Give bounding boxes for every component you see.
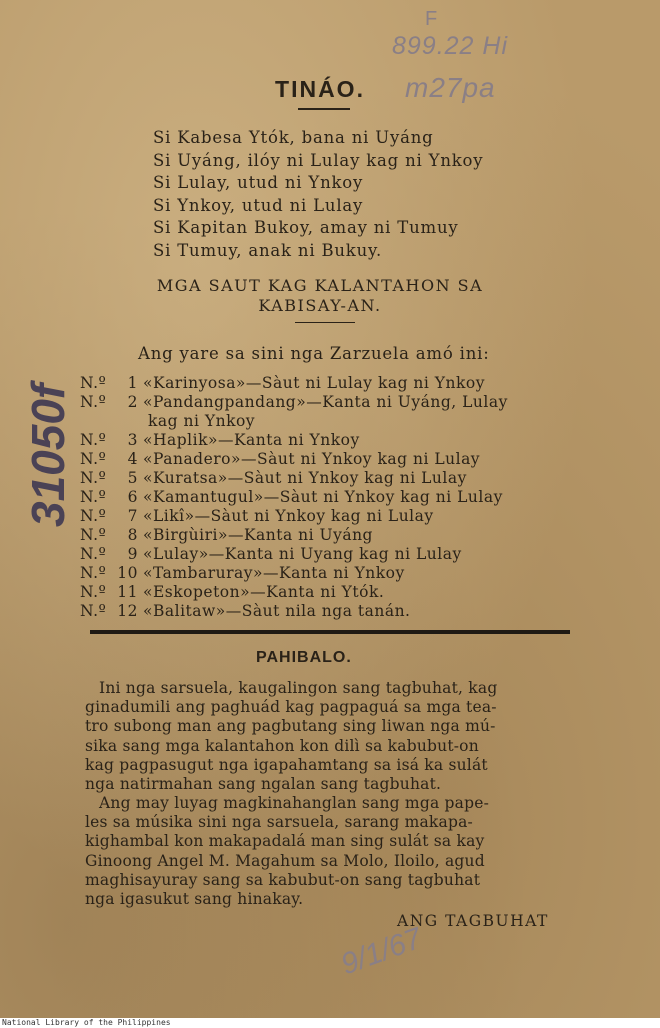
cast-item: Si Lulay, utud ni Ynkoy xyxy=(153,173,364,192)
number-text-continuation: kag ni Ynkoy xyxy=(148,412,256,430)
number-text: «Lulay»—Kanta ni Uyang kag ni Lulay xyxy=(143,545,462,563)
number-label: N.º xyxy=(80,374,107,392)
paragraph-line: kighambal kon makapadalá man sing sulát sa kay xyxy=(85,832,485,851)
number-index: 7 xyxy=(127,507,138,525)
number-text: «Birgùiri»—Kanta ni Uyáng xyxy=(143,526,373,544)
section-heading-line: KABISAY-AN. xyxy=(258,296,382,315)
number-index: 3 xyxy=(127,431,138,449)
paragraph-line: maghisayuray sang sa kabubut-on sang tagbuhat xyxy=(85,870,481,889)
list-item xyxy=(80,602,508,621)
number-text: «Likî»—Sàut ni Ynkoy kag ni Lulay xyxy=(143,507,434,525)
number-index: 11 xyxy=(117,583,138,601)
number-label: N.º xyxy=(80,393,107,411)
cast-item: Si Kabesa Ytók, bana ni Uyáng xyxy=(153,128,434,147)
paragraph-line: Ini nga sarsuela, kaugalingon sang tagbuhat, kag xyxy=(99,679,498,697)
intro-line: Ang yare sa sini nga Zarzuela amó ini: xyxy=(138,344,490,363)
signature: ANG TAGBUHAT xyxy=(397,912,549,930)
list-item xyxy=(80,526,508,545)
section-underline xyxy=(295,322,355,323)
cast-item: Si Uyáng, ilóy ni Lulay kag ni Ynkoy xyxy=(153,150,484,170)
number-text: «Eskopeton»—Kanta ni Ytók. xyxy=(143,583,385,601)
list-item xyxy=(80,507,508,526)
number-index: 5 xyxy=(127,469,138,487)
paragraph-line: kag pagpasugut nga igapahamtang sa isá ka sulát xyxy=(85,755,488,774)
cast-item: Si Kapitan Bukoy, amay ni Tumuy xyxy=(153,218,459,237)
page-title: TINÁO. xyxy=(275,76,365,102)
pencil-call-number: 899.22 Hi xyxy=(392,32,509,60)
number-text: «Karinyosa»—Sàut ni Lulay kag ni Ynkoy xyxy=(143,374,485,392)
paragraph-line: les sa músika sini nga sarsuela, sarang makapa- xyxy=(85,813,473,832)
list-item xyxy=(80,374,508,393)
paragraph-line: nga natirmahan sang ngalan sang tagbuhat. xyxy=(85,775,442,794)
section-divider xyxy=(90,630,570,634)
list-item xyxy=(80,469,508,488)
cast-item: Si Tumuy, anak ni Bukuy. xyxy=(153,240,382,260)
section-heading-line: MGA SAUT KAG KALANTAHON SA xyxy=(156,276,484,295)
number-index: 9 xyxy=(127,545,138,563)
number-label: N.º xyxy=(80,583,107,601)
paragraph-line: Ang may luyag magkinahanglan sang mga pape- xyxy=(99,794,490,812)
number-text: «Kuratsa»—Sàut ni Ynkoy kag ni Lulay xyxy=(143,469,467,487)
paragraph-line: nga igasukut sang hinakay. xyxy=(85,890,304,909)
number-label: N.º xyxy=(80,507,107,525)
list-item xyxy=(80,564,508,583)
number-text: «Kamantugul»—Sàut ni Ynkoy kag ni Lulay xyxy=(143,488,503,506)
pencil-bottom-date: 9/1/67 xyxy=(336,921,427,982)
pencil-page-count: m27pa xyxy=(405,72,496,103)
number-label: N.º xyxy=(80,488,107,506)
cast-list xyxy=(153,127,483,262)
number-label: N.º xyxy=(80,545,107,563)
number-index: 12 xyxy=(117,602,138,620)
number-label: N.º xyxy=(80,431,107,449)
paragraph-line: sika sang mga kalantahon kon dilì sa kabubut-on xyxy=(85,736,479,755)
notice-paragraph xyxy=(85,794,577,909)
number-index: 10 xyxy=(117,564,138,582)
list-item xyxy=(80,450,508,469)
list-item xyxy=(80,583,508,602)
number-label: N.º xyxy=(80,526,107,544)
paragraph-line: Ginoong Angel M. Magahum sa Molo, Iloilo, agud xyxy=(85,851,485,870)
title-underline xyxy=(298,108,350,110)
number-index: 8 xyxy=(127,526,138,544)
list-item xyxy=(80,431,508,450)
number-text: «Panadero»—Sàut ni Ynkoy kag ni Lulay xyxy=(143,450,481,468)
list-item xyxy=(80,545,508,564)
number-index: 4 xyxy=(127,450,138,468)
paragraph-line: ginadumili ang paghuád kag pagpaguá sa mga tea- xyxy=(85,698,497,717)
paragraph-line: tro subong man ang pagbutang sing liwan nga mú- xyxy=(85,717,496,736)
number-text: «Tambaruray»—Kanta ni Ynkoy xyxy=(143,564,405,582)
number-index: 6 xyxy=(127,488,138,506)
number-label: N.º xyxy=(80,450,107,468)
notice-paragraph xyxy=(85,679,577,794)
number-text: «Haplik»—Kanta ni Ynkoy xyxy=(143,431,360,449)
number-text: «Pandangpandang»—Kanta ni Uyáng, Lulay xyxy=(143,393,508,411)
notice-heading: PAHIBALO. xyxy=(256,649,352,666)
musical-numbers-list xyxy=(80,374,508,621)
cast-item: Si Ynkoy, utud ni Lulay xyxy=(153,195,364,215)
number-index: 1 xyxy=(127,374,138,392)
number-label: N.º xyxy=(80,469,107,487)
section-heading xyxy=(80,276,560,316)
pencil-side-number: 31050f xyxy=(22,383,74,527)
list-item xyxy=(80,488,508,507)
number-label: N.º xyxy=(80,602,107,620)
list-item xyxy=(80,393,508,412)
number-label: N.º xyxy=(80,564,107,582)
pencil-mark-f: F xyxy=(425,8,438,30)
footer-credit: National Library of the Philippines xyxy=(2,1018,171,1027)
number-index: 2 xyxy=(127,393,138,411)
number-text: «Balitaw»—Sàut nila nga tanán. xyxy=(143,602,411,620)
